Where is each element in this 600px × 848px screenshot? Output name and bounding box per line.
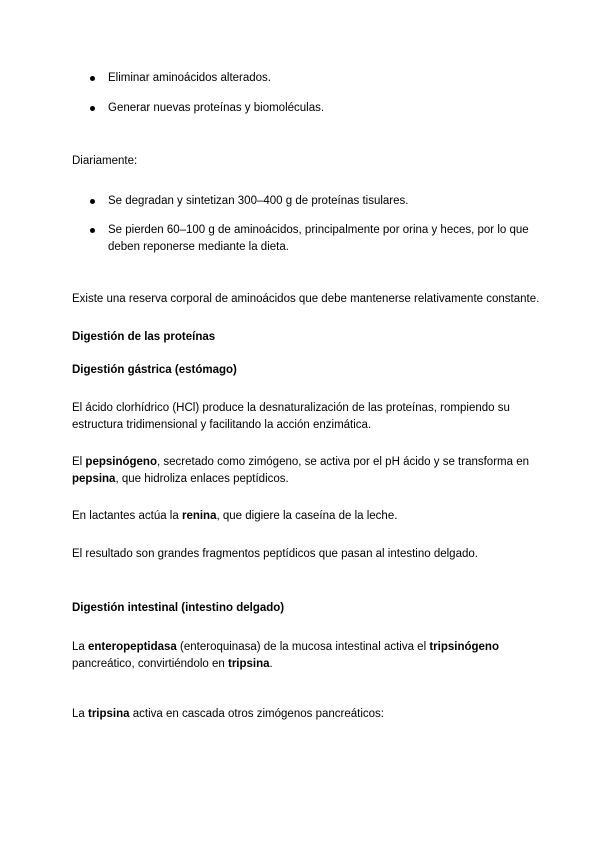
list-item: Se degradan y sintetizan 300–400 g de proteínas tisulares.: [90, 193, 530, 210]
list-item: Eliminar aminoácidos alterados.: [90, 70, 530, 87]
paragraph-tripsina: La tripsina activa en cascada otros zimógenos pancreáticos:: [72, 708, 384, 720]
term-pepsina: pepsina: [72, 473, 116, 485]
heading-digestion-intestinal: Digestión intestinal (intestino delgado): [72, 602, 285, 614]
paragraph-resultado: El resultado son grandes fragmentos peptídicos que pasan al intestino delgado.: [72, 548, 478, 560]
paragraph-pepsinogeno: El pepsinógeno, secretado como zimógeno, se activa por el pH ácido y se transforma en pepsina, que hidroliza enlaces peptídicos.: [72, 456, 529, 485]
bullet-icon: [90, 106, 95, 111]
paragraph-reserva: Existe una reserva corporal de aminoácidos que debe mantenerse relativamente constante.: [72, 293, 540, 305]
bullet-icon: [90, 76, 95, 81]
paragraph-enteropeptidasa: La enteropeptidasa (enteroquinasa) de la mucosa intestinal activa el tripsinógeno pancreático, convirtiéndolo en tripsina.: [72, 641, 499, 670]
term-pepsinogeno: pepsinógeno: [85, 456, 157, 468]
heading-digestion-proteinas: Digestión de las proteínas: [72, 331, 216, 343]
paragraph-diariamente: Diariamente:: [72, 155, 138, 167]
term-tripsina: tripsina: [88, 708, 130, 720]
paragraph-hcl: El ácido clorhídrico (HCl) produce la desnaturalización de las proteínas, rompiendo su estructura tridimensional y facilitando la acción enzimática.: [72, 402, 510, 431]
paragraph-renina: En lactantes actúa la renina, que digiere la caseína de la leche.: [72, 510, 398, 522]
heading-digestion-gastrica: Digestión gástrica (estómago): [72, 364, 237, 376]
list-item: Generar nuevas proteínas y biomoléculas.: [90, 100, 530, 117]
bullet-icon: [90, 199, 95, 204]
bullet-icon: [90, 228, 95, 233]
term-renina: renina: [181, 510, 217, 522]
term-tripsina: tripsina: [228, 658, 270, 670]
term-enteropeptidasa: enteropeptidasa: [88, 641, 177, 653]
term-tripsinogeno: tripsinógeno: [429, 641, 499, 653]
list-item: Se pierden 60–100 g de aminoácidos, principalmente por orina y heces, por lo que deben reponerse mediante la dieta.: [90, 222, 530, 256]
